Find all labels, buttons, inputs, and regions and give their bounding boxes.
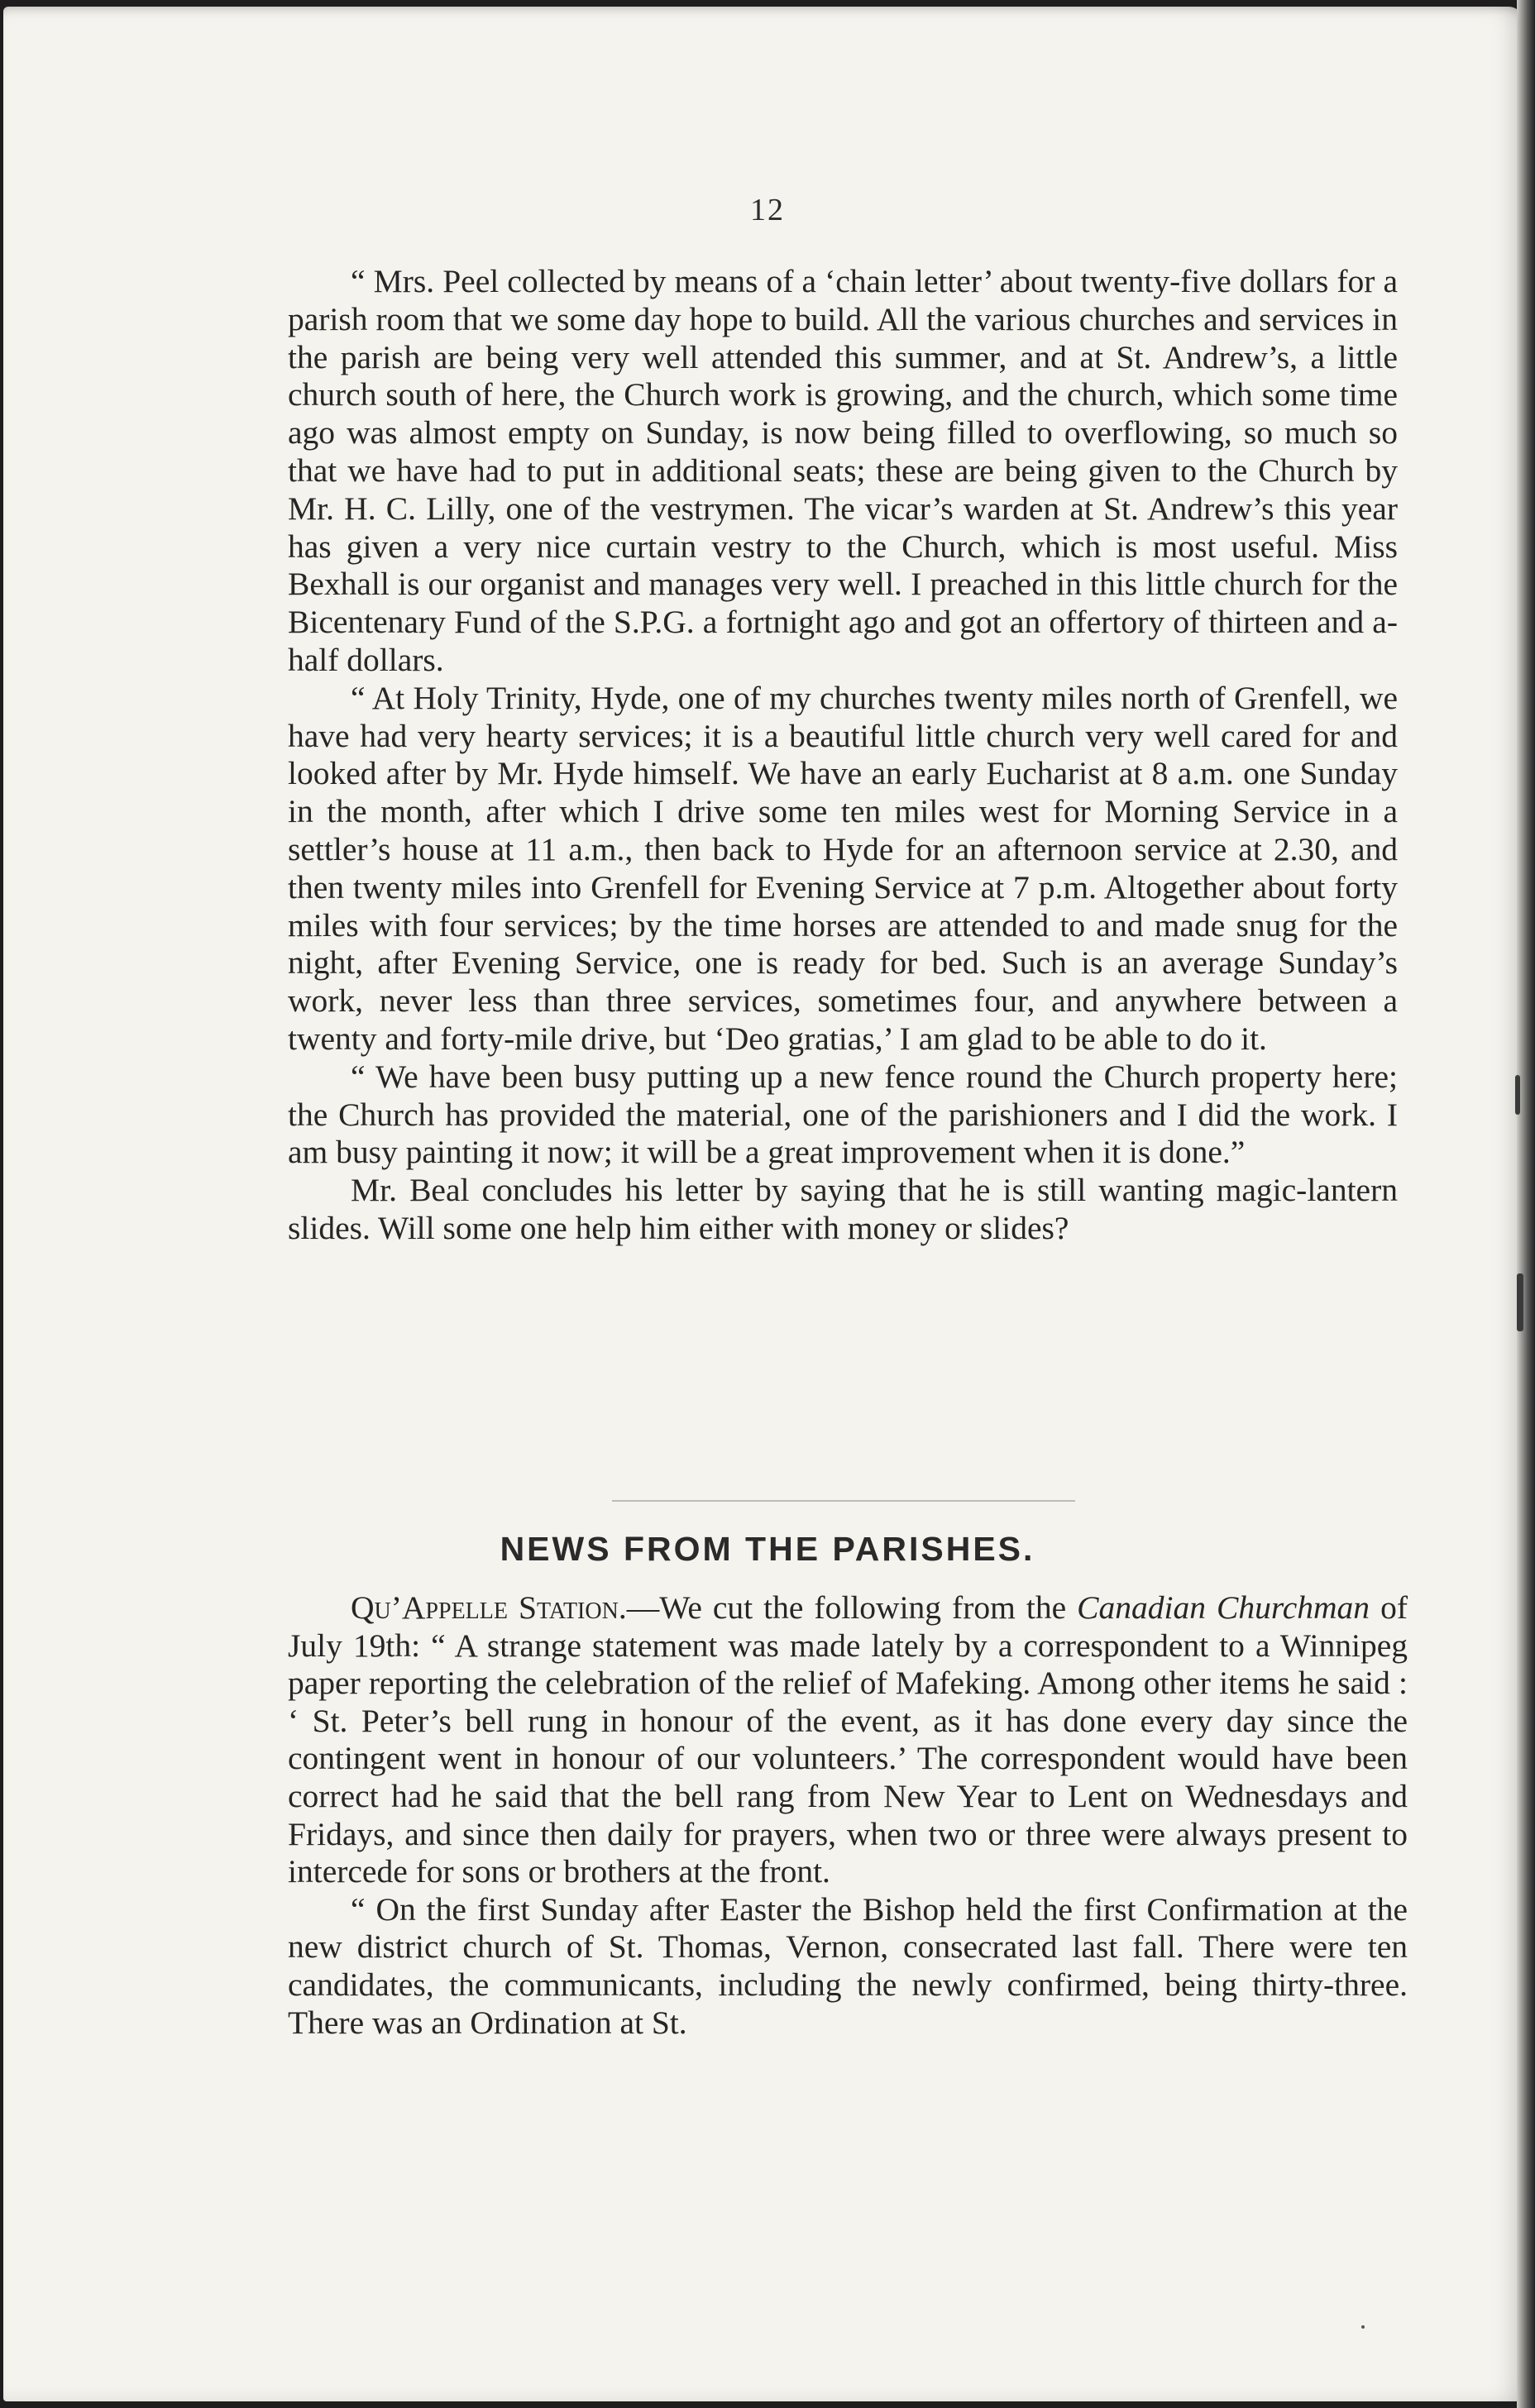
paragraph-fence: “ We have been busy putting up a new fence round the Church property here; the Church has provided the material, one of the parishioners and I did the work. I am busy painting it now; it will be a great improvement when it is done.” <box>288 1058 1398 1171</box>
letter-continuation <box>288 263 1398 1248</box>
speck <box>1361 2325 1365 2329</box>
section-divider <box>612 1500 1075 1502</box>
newspaper-title: Canadian Churchman <box>1077 1589 1370 1626</box>
paragraph-conclusion: Mr. Beal concludes his letter by saying that he is still wanting magic-lantern slides. Will some one help him either with money or slides? <box>288 1172 1398 1246</box>
paragraph-text: —We cut the following from the <box>626 1589 1078 1626</box>
binding-mark <box>1515 1075 1520 1115</box>
paragraph-text-continued: of July 19th: “ A strange statement was made lately by a correspondent to a Winnipeg paper reporting the celebration of the relief of Mafeking. Among other items he said : ‘ St. Peter’s bell rung in honour of the event, as it has done every day since the contingent went in honour of our volunteers.’ The correspondent would have been correct had he said that the bell rang from New Year to Lent on Wednesdays and Fridays, and since then daily for prayers, when two or three were always present to intercede for sons or brothers at the front. <box>288 1589 1408 1890</box>
section-heading: NEWS FROM THE PARISHES. <box>500 1530 1035 1568</box>
place-name: Qu’Appelle Station. <box>351 1589 627 1626</box>
page-number: 12 <box>750 193 785 227</box>
parish-news <box>288 1589 1408 2042</box>
paragraph-quappelle <box>288 1589 1408 1891</box>
page-edge-shadow <box>1517 0 1535 2408</box>
paragraph-confirmation: “ On the first Sunday after Easter the Bishop held the first Confirmation at the new district church of St. Thomas, Vernon, consecrated last fall. There were ten candidates, the communicants, including the newly confirmed, being thirty-three. There was an Ordination at St. <box>288 1890 1408 2041</box>
paragraph-chain-letter: “ Mrs. Peel collected by means of a ‘chain letter’ about twenty-five dollars for a parish room that we some day hope to build. All the various churches and services in the parish are being very well attended this summer, and at St. Andrew’s, a little church south of here, the Church work is growing, and the church, which some time ago was almost empty on Sunday, is now being filled to overflowing, so much so that we have had to put in additional seats; these are being given to the Church by Mr. H. C. Lilly, one of the vestrymen. The vicar’s warden at St. Andrew’s this year has given a very nice curtain vestry to the Church, which is most useful. Miss Bexhall is our organist and manages very well. I preached in this little church for the Bicentenary Fund of the S.P.G. a fortnight ago and got an offertory of thirteen and a-half dollars. <box>288 263 1398 678</box>
binding-mark <box>1517 1273 1523 1331</box>
paragraph-holy-trinity: “ At Holy Trinity, Hyde, one of my churches twenty miles north of Grenfell, we have had very hearty services; it is a beautiful little church very well cared for and looked after by Mr. Hyde himself. We have an early Eucharist at 8 a.m. one Sunday in the month, after which I drive some ten miles west for Morning Service in a settler’s house at 11 a.m., then back to Hyde for an afternoon service at 2.30, and then twenty miles into Grenfell for Evening Service at 7 p.m. Altogether about forty miles with four services; by the time horses are attended to and made snug for the night, after Evening Service, one is ready for bed. Such is an average Sunday’s work, never less than three services, sometimes four, and anywhere between a twenty and forty-mile drive, but ‘Deo gratias,’ I am glad to be able to do it. <box>288 679 1398 1057</box>
